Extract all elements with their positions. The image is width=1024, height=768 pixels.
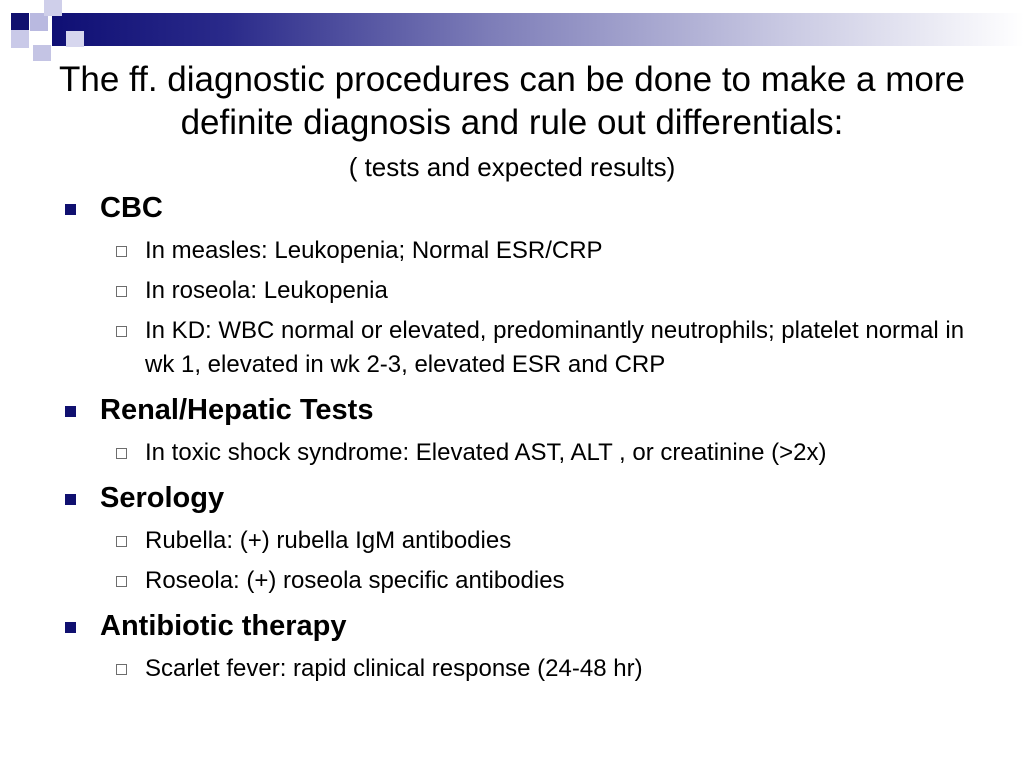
hollow-square-bullet-icon [116,576,127,587]
decorative-square [11,30,29,48]
section-heading-text: Serology [100,482,225,514]
square-bullet-icon [65,406,76,417]
hollow-square-bullet-icon [116,664,127,675]
square-bullet-icon [65,622,76,633]
hollow-square-bullet-icon [116,246,127,257]
list-item [62,524,982,558]
section-heading-text: Renal/Hepatic Tests [100,394,374,426]
list-item-text: Scarlet fever: rapid clinical response (24-48 hr) [145,655,643,682]
section-heading [62,606,982,646]
list-item [62,234,982,268]
list-item [62,652,982,686]
slide-subtitle: ( tests and expected results) [348,152,676,182]
decorative-square [44,0,62,16]
hollow-square-bullet-icon [116,448,127,459]
header-gradient-bar [52,13,1024,46]
list-item-text: Rubella: (+) rubella IgM antibodies [145,527,512,554]
hollow-square-bullet-icon [116,326,127,337]
list-item-text: In roseola: Leukopenia [145,277,388,304]
section-heading [62,478,982,518]
list-item [62,436,982,470]
hollow-square-bullet-icon [116,286,127,297]
list-item [62,564,982,598]
section-heading-text: Antibiotic therapy [100,610,347,642]
section-heading [62,188,982,228]
section-heading-text: CBC [100,192,163,224]
square-bullet-icon [65,494,76,505]
list-item-text: In toxic shock syndrome: Elevated AST, ALT , or creatinine (>2x) [145,439,827,466]
decorative-square [11,13,29,31]
square-bullet-icon [65,204,76,215]
list-item-text: In measles: Leukopenia; Normal ESR/CRP [145,237,603,264]
hollow-square-bullet-icon [116,536,127,547]
list-item-text: Roseola: (+) roseola specific antibodies [145,567,565,594]
list-item [62,274,982,308]
list-item-text: In KD: WBC normal or elevated, predominantly neutrophils; platelet normal in wk 1, elevated in wk 2-3, elevated ESR and CRP [145,317,965,378]
section-renal-hepatic [62,390,982,470]
list-item [62,314,982,382]
section-heading [62,390,982,430]
slide-title: The ff. diagnostic procedures can be done to make a more definite diagnosis and rule out differentials: [58,60,965,142]
decorative-square [66,31,84,47]
section-serology [62,478,982,598]
section-antibiotic-therapy [62,606,982,686]
slide-content [62,186,982,686]
section-cbc [62,188,982,382]
